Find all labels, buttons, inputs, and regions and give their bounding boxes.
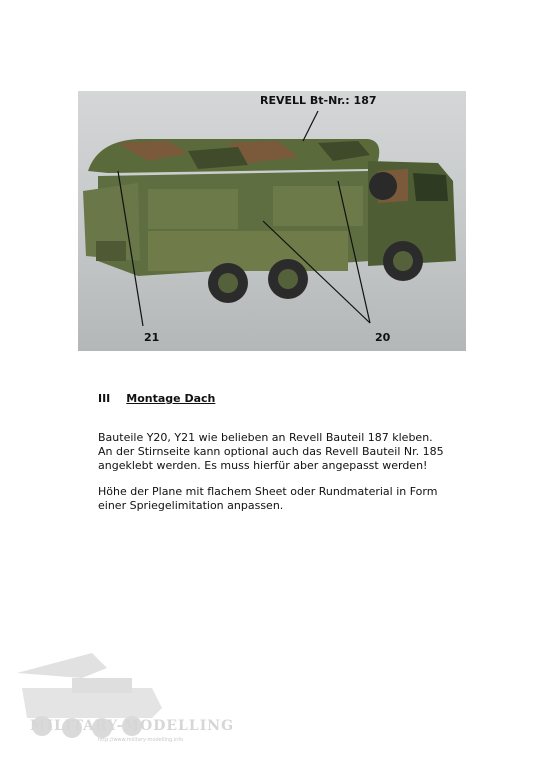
watermark-title: MILITARY-MODELLING [30,718,235,734]
paragraph-line: Höhe der Plane mit flachem Sheet oder Rundmaterial in Form [98,485,438,498]
paragraph-line: einer Spriegelimitation anpassen. [98,499,284,512]
model-photo [78,91,466,351]
section-heading [98,392,215,405]
paragraph-line: Bauteile Y20, Y21 wie belieben an Revell Bauteil 187 kleben. [98,431,433,444]
section-number: III [98,392,111,405]
truck-illustration [78,91,466,351]
watermark-url: http://www.military-modelling.info [98,737,184,743]
callout-part-label: REVELL Bt-Nr.: 187 [260,94,377,107]
callout-21-label: 21 [144,331,160,344]
callout-20-label: 20 [375,331,391,344]
paragraph-1 [98,431,468,473]
section-title: Montage Dach [126,392,216,405]
paragraph-line: angeklebt werden. Es muss hierfür aber angepasst werden! [98,459,428,472]
paragraph-line: An der Stirnseite kann optional auch das Revell Bauteil Nr. 185 [98,445,444,458]
paragraph-2 [98,485,468,513]
